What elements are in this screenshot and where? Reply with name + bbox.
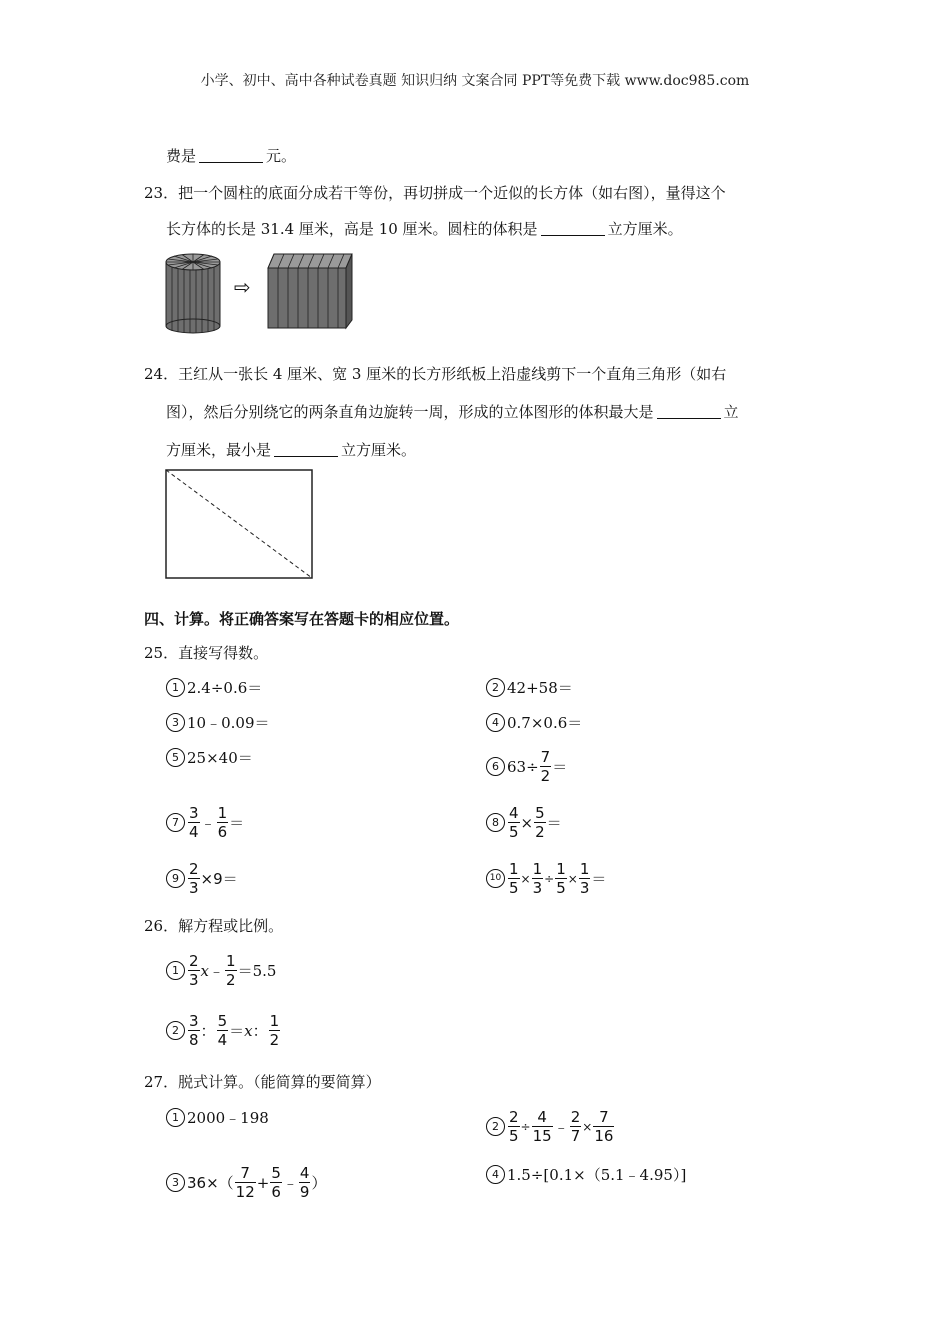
fraction: $\frac{7}{12}$ [235, 1164, 255, 1201]
fraction: $\frac{3}{8}$ [189, 1012, 199, 1049]
fraction: $\frac{4}{5}$ [509, 804, 519, 841]
section-title: 四、计算。将正确答案写在答题卡的相应位置。 [144, 610, 460, 628]
q27-item-2: 2 $\frac{2}{5}$ ÷ $\frac{4}{15}$ ﹣ $\frac{2}{7}$ × $\frac{7}{16}$ [486, 1108, 615, 1145]
answer-blank[interactable] [199, 148, 263, 163]
fraction: $\frac{7}{2}$ [540, 748, 551, 785]
q25-item-7: 7 $\frac{3}{4}$ ﹣ $\frac{1}{6}$ ＝ [166, 804, 244, 841]
fraction: $\frac{1}{3}$ [579, 860, 590, 897]
q26-item-2: 2 $\frac{3}{8}$ ： $\frac{5}{4}$ ＝ x ： $\frac{1}{2}$ [166, 1012, 281, 1049]
q25-item-10: 10 $\frac{1}{5}$ × $\frac{1}{3}$ ÷ $\frac{1}{5}$ × $\frac{1}{3}$ ＝ [486, 860, 606, 897]
fraction: $\frac{1}{6}$ [217, 804, 228, 841]
q25-item-9: 9 $\frac{2}{3}$ ×9＝ [166, 860, 238, 897]
q24-line3: 方厘米，最小是 立方厘米。 [166, 441, 417, 459]
fraction: $\frac{2}{5}$ [509, 1108, 519, 1145]
q27-item-3: 3 36×（ $\frac{7}{12}$ + $\frac{5}{6}$ ﹣ $\frac{4}{9}$ ） [166, 1164, 326, 1201]
fraction: $\frac{1}{5}$ [556, 860, 566, 897]
fraction: $\frac{2}{3}$ [189, 860, 199, 897]
q26-item-1: 1 $\frac{2}{3}$ x ﹣ $\frac{1}{2}$ ＝5.5 [166, 952, 276, 989]
q25-item-1: 1 2.4÷0.6＝ [166, 677, 262, 698]
fraction: $\frac{1}{2}$ [226, 952, 236, 989]
cuboid-shape [268, 254, 352, 328]
q27-item-1: 1 2000﹣198 [166, 1107, 269, 1128]
q25-item-2: 2 42+58＝ [486, 677, 573, 698]
cylinder-shape [166, 254, 220, 333]
q22-tail: 费是 元。 [166, 147, 297, 165]
q24-line2: 图），然后分别绕它的两条直角边旋转一周，形成的立体图形的体积最大是 立 [166, 403, 739, 421]
fraction: $\frac{2}{3}$ [189, 952, 199, 989]
fraction: $\frac{2}{7}$ [570, 1108, 581, 1145]
q27-item-4: 4 1.5÷[0.1×（5.1﹣4.95）] [486, 1164, 686, 1185]
fraction: $\frac{4}{9}$ [299, 1164, 310, 1201]
q27-title: 27．脱式计算。（能简算的要简算） [144, 1073, 381, 1091]
dashed-diagonal [166, 470, 312, 578]
fraction: $\frac{5}{6}$ [271, 1164, 281, 1201]
q25-item-4: 4 0.7×0.6＝ [486, 712, 582, 733]
fraction: $\frac{5}{2}$ [535, 804, 545, 841]
q23-line2: 长方体的长是 31.4 厘米，高是 10 厘米。圆柱的体积是 立方厘米。 [166, 220, 683, 238]
q25-item-5: 5 25×40＝ [166, 747, 253, 768]
fraction: $\frac{4}{15}$ [532, 1108, 552, 1145]
q25-item-8: 8 $\frac{4}{5}$ × $\frac{5}{2}$ ＝ [486, 804, 562, 841]
fraction: $\frac{1}{5}$ [509, 860, 519, 897]
answer-blank[interactable] [657, 404, 721, 419]
answer-blank[interactable] [274, 442, 338, 457]
q25-title: 25．直接写得数。 [144, 644, 269, 662]
cylinder-cuboid-figure [160, 248, 360, 336]
q23-line1: 23．把一个圆柱的底面分成若干等份，再切拼成一个近似的长方体（如右图），量得这个 [144, 184, 726, 202]
fraction: $\frac{1}{3}$ [532, 860, 543, 897]
q25-item-3: 3 10﹣0.09＝ [166, 712, 270, 733]
q26-title: 26．解方程或比例。 [144, 917, 284, 935]
page-header: 小学、初中、高中各种试卷真题 知识归纳 文案合同 PPT等免费下载 www.doc985.com [200, 73, 750, 89]
right-arrow-icon: ⇨ [234, 275, 251, 299]
q25-item-6: 6 63÷ $\frac{7}{2}$ ＝ [486, 748, 567, 785]
answer-blank[interactable] [541, 221, 605, 236]
fraction: $\frac{7}{16}$ [594, 1108, 614, 1145]
rectangle-diagonal-figure [164, 468, 316, 582]
q24-line1: 24．王红从一张长 4 厘米、宽 3 厘米的长方形纸板上沿虚线剪下一个直角三角形（如右 [144, 365, 727, 383]
fraction: $\frac{1}{2}$ [269, 1012, 280, 1049]
fraction: $\frac{5}{4}$ [217, 1012, 228, 1049]
fraction: $\frac{3}{4}$ [189, 804, 199, 841]
